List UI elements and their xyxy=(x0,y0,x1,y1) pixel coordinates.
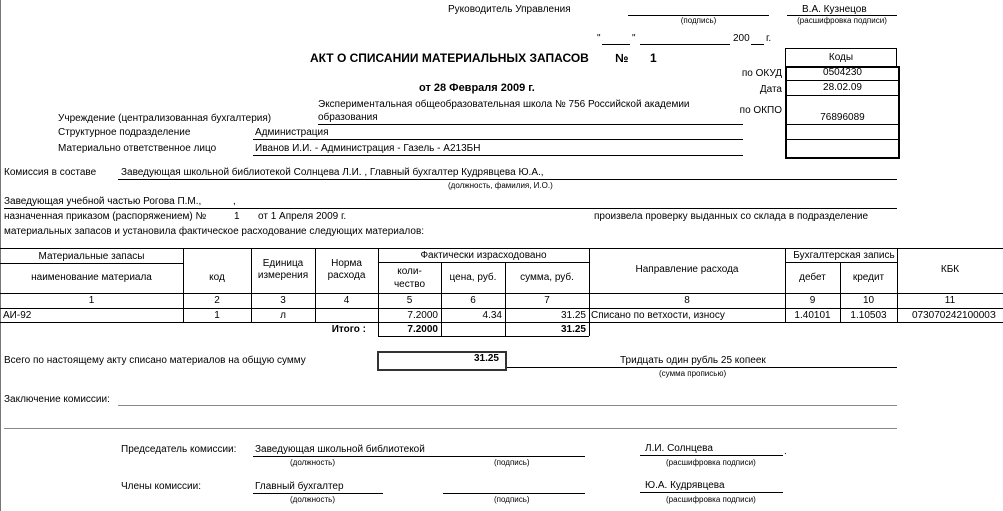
row-credit: 1.10503 xyxy=(850,310,887,321)
commission-underline xyxy=(118,179,897,180)
commission-line-2-comma: , xyxy=(233,196,236,207)
th-norm-1: Норма xyxy=(331,258,362,269)
order-date: от 1 Апреля 2009 г. xyxy=(258,211,347,222)
date-code-value: 28.02.09 xyxy=(823,82,862,93)
table-top-line xyxy=(0,248,1003,249)
th-fact: Фактически израсходовано xyxy=(420,250,547,261)
member-name-underline xyxy=(640,492,783,493)
th-code: код xyxy=(209,272,225,283)
row-unit: л xyxy=(280,310,286,321)
commission-line-3: материальных запасов и установила фактическое расходование следующих материалов: xyxy=(4,226,425,237)
chair-label: Председатель комиссии: xyxy=(121,444,237,455)
chair-signature-line xyxy=(443,456,585,457)
institution-underline xyxy=(318,124,743,125)
data-row-bottom-line xyxy=(0,322,1003,323)
member-position-caption: (должность) xyxy=(290,495,335,504)
head-label: Руководитель Управления xyxy=(448,4,571,15)
subdivision-label: Структурное подразделение xyxy=(58,127,191,138)
date-year: 200 xyxy=(733,33,750,44)
th-qty-2: чество xyxy=(393,279,426,290)
conclusion-line-2 xyxy=(4,428,897,429)
col-number-6: 6 xyxy=(470,295,476,306)
date-quote-open: " xyxy=(597,33,601,44)
member-position: Главный бухгалтер xyxy=(255,481,344,492)
accounting-header-line xyxy=(785,262,897,263)
row-code: 1 xyxy=(214,310,220,321)
date-quote-close: " xyxy=(632,33,636,44)
summary-amount-words: Тридцать один рубль 25 копеек xyxy=(620,355,766,366)
chair-position-caption: (должность) xyxy=(290,458,335,467)
row-debit: 1.40101 xyxy=(794,310,831,321)
institution-line-1: Экспериментальная общеобразовательная школа № 756 Российской академии xyxy=(318,99,690,110)
th-credit: кредит xyxy=(852,272,885,283)
okud-label: по ОКУД xyxy=(741,68,782,79)
summary-amount: 31.25 xyxy=(473,353,499,364)
chair-name: Л.И. Солнцева xyxy=(645,443,713,454)
commission-line-2-underline xyxy=(4,208,897,209)
col-number-7: 7 xyxy=(544,295,550,306)
members-label: Члены комиссии: xyxy=(121,481,202,492)
row-direction: Списано по ветхости, износу xyxy=(591,310,725,321)
number-sign: № xyxy=(615,51,629,65)
institution-label: Учреждение (централизованная бухгалтерия) xyxy=(58,113,272,124)
okpo-label: по ОКПО xyxy=(739,105,782,116)
member-signature-caption: (подпись) xyxy=(494,495,530,504)
document-title: АКТ О СПИСАНИИ МАТЕРИАЛЬНЫХ ЗАПАСОВ xyxy=(310,51,589,65)
header-bottom-line xyxy=(0,293,1003,294)
th-unit-2: измерения xyxy=(257,270,309,281)
row-kbk: 07307024210000З xyxy=(912,310,996,321)
okud-value: 0504230 xyxy=(823,67,862,78)
th-direction: Направление расхода xyxy=(635,264,739,275)
okpo-value: 76896089 xyxy=(820,112,865,123)
member-decode-caption: (расшифровка подписи) xyxy=(666,495,756,504)
member-position-underline xyxy=(253,493,383,494)
commission-caption: (должность, фамилия, И.О.) xyxy=(448,181,553,190)
th-sum: сумма, руб. xyxy=(520,272,574,283)
total-qty: 7.2000 xyxy=(407,324,438,335)
commission-line-2: Заведующая учебной частью Рогова П.М., xyxy=(4,196,202,207)
col-number-5: 5 xyxy=(406,295,413,306)
order-number: 1 xyxy=(234,211,240,222)
th-unit-1: Единица xyxy=(262,258,304,269)
th-accounting: Бухгалтерская запись xyxy=(793,250,895,261)
row-qty: 7.2000 xyxy=(407,310,438,321)
total-label: Итого : xyxy=(331,324,366,335)
subdivision-underline xyxy=(253,139,743,140)
summary-label: Всего по настоящему акту списано материалов на общую сумму xyxy=(4,355,306,366)
head-decode-caption: (расшифровка подписи) xyxy=(797,16,887,25)
responsible-underline xyxy=(253,155,743,156)
col-divider-7 xyxy=(589,248,590,336)
document-date: от 28 Февраля 2009 г. xyxy=(419,82,535,94)
commission-members: Заведующая школьной библиотекой Солнцева Л.И. , Главный бухгалтер Кудрявцева Ю.А., xyxy=(121,167,544,178)
col-number-4: 4 xyxy=(343,295,350,306)
th-debit: дебет xyxy=(799,272,826,283)
chair-signature-caption: (подпись) xyxy=(494,458,530,467)
summary-words-caption: (сумма прописью) xyxy=(659,369,727,378)
date-day-line xyxy=(602,44,630,45)
col-number-11: 11 xyxy=(944,295,956,306)
head-name: В.А. Кузнецов xyxy=(802,4,867,15)
member-name: Ю.А. Кудрявцева xyxy=(645,480,725,491)
chair-position-underline xyxy=(253,456,443,457)
col-number-10: 10 xyxy=(862,295,875,306)
total-sum: 31.25 xyxy=(560,324,586,335)
col-number-9: 9 xyxy=(809,295,816,306)
codes-header: Коды xyxy=(828,52,854,63)
date-year-line xyxy=(751,44,764,45)
th-price: цена, руб. xyxy=(449,272,497,283)
th-name: наименование материала xyxy=(31,272,152,283)
order-label: назначенная приказом (распоряжением) № xyxy=(4,211,207,222)
codes-line-1 xyxy=(787,80,898,81)
total-bottom-line xyxy=(378,336,589,337)
member-signature-line xyxy=(443,493,585,494)
head-signature-caption: (подпись) xyxy=(680,16,717,25)
col-number-3: 3 xyxy=(280,295,286,306)
row-sum: 31.25 xyxy=(560,310,586,321)
th-kbk: КБК xyxy=(940,264,960,275)
date-code-label: Дата xyxy=(759,84,782,95)
th-materials: Материальные запасы xyxy=(38,251,145,262)
row-name: АИ-92 xyxy=(3,310,32,321)
fact-header-line xyxy=(378,262,589,263)
summary-words-underline xyxy=(507,367,897,368)
materials-header-line xyxy=(0,263,183,264)
col-number-line xyxy=(0,308,1003,309)
conclusion-label: Заключение комиссии: xyxy=(4,394,110,405)
commission-label: Комиссия в составе xyxy=(4,167,97,178)
codes-line-4 xyxy=(787,139,898,140)
col-number-2: 2 xyxy=(214,295,220,306)
subdivision-value: Администрация xyxy=(255,127,329,138)
row-price: 4.34 xyxy=(482,310,502,321)
date-year-suffix: г. xyxy=(766,33,772,44)
col-number-8: 8 xyxy=(684,295,690,306)
conclusion-line-1 xyxy=(118,405,897,406)
date-month-line xyxy=(640,44,730,45)
th-norm-2: расхода xyxy=(327,270,366,281)
chair-decode-caption: (расшифровка подписи) xyxy=(666,458,756,467)
chair-position: Заведующая школьной библиотекой xyxy=(255,444,425,455)
check-text: произвела проверку выданных со склада в подразделение xyxy=(594,211,869,222)
codes-line-2 xyxy=(787,95,898,96)
responsible-value: Иванов И.И. - Администрация - Газель - А213БН xyxy=(255,143,481,154)
document-number: 1 xyxy=(650,51,657,65)
codes-line-3 xyxy=(787,124,898,125)
col-number-1: 1 xyxy=(88,295,95,306)
institution-line-2: образования xyxy=(318,112,378,123)
th-qty-1: коли- xyxy=(397,266,422,277)
chair-name-underline xyxy=(640,455,783,456)
responsible-label: Материально ответственное лицо xyxy=(58,143,217,154)
chair-trailing-dot: . xyxy=(784,446,787,457)
